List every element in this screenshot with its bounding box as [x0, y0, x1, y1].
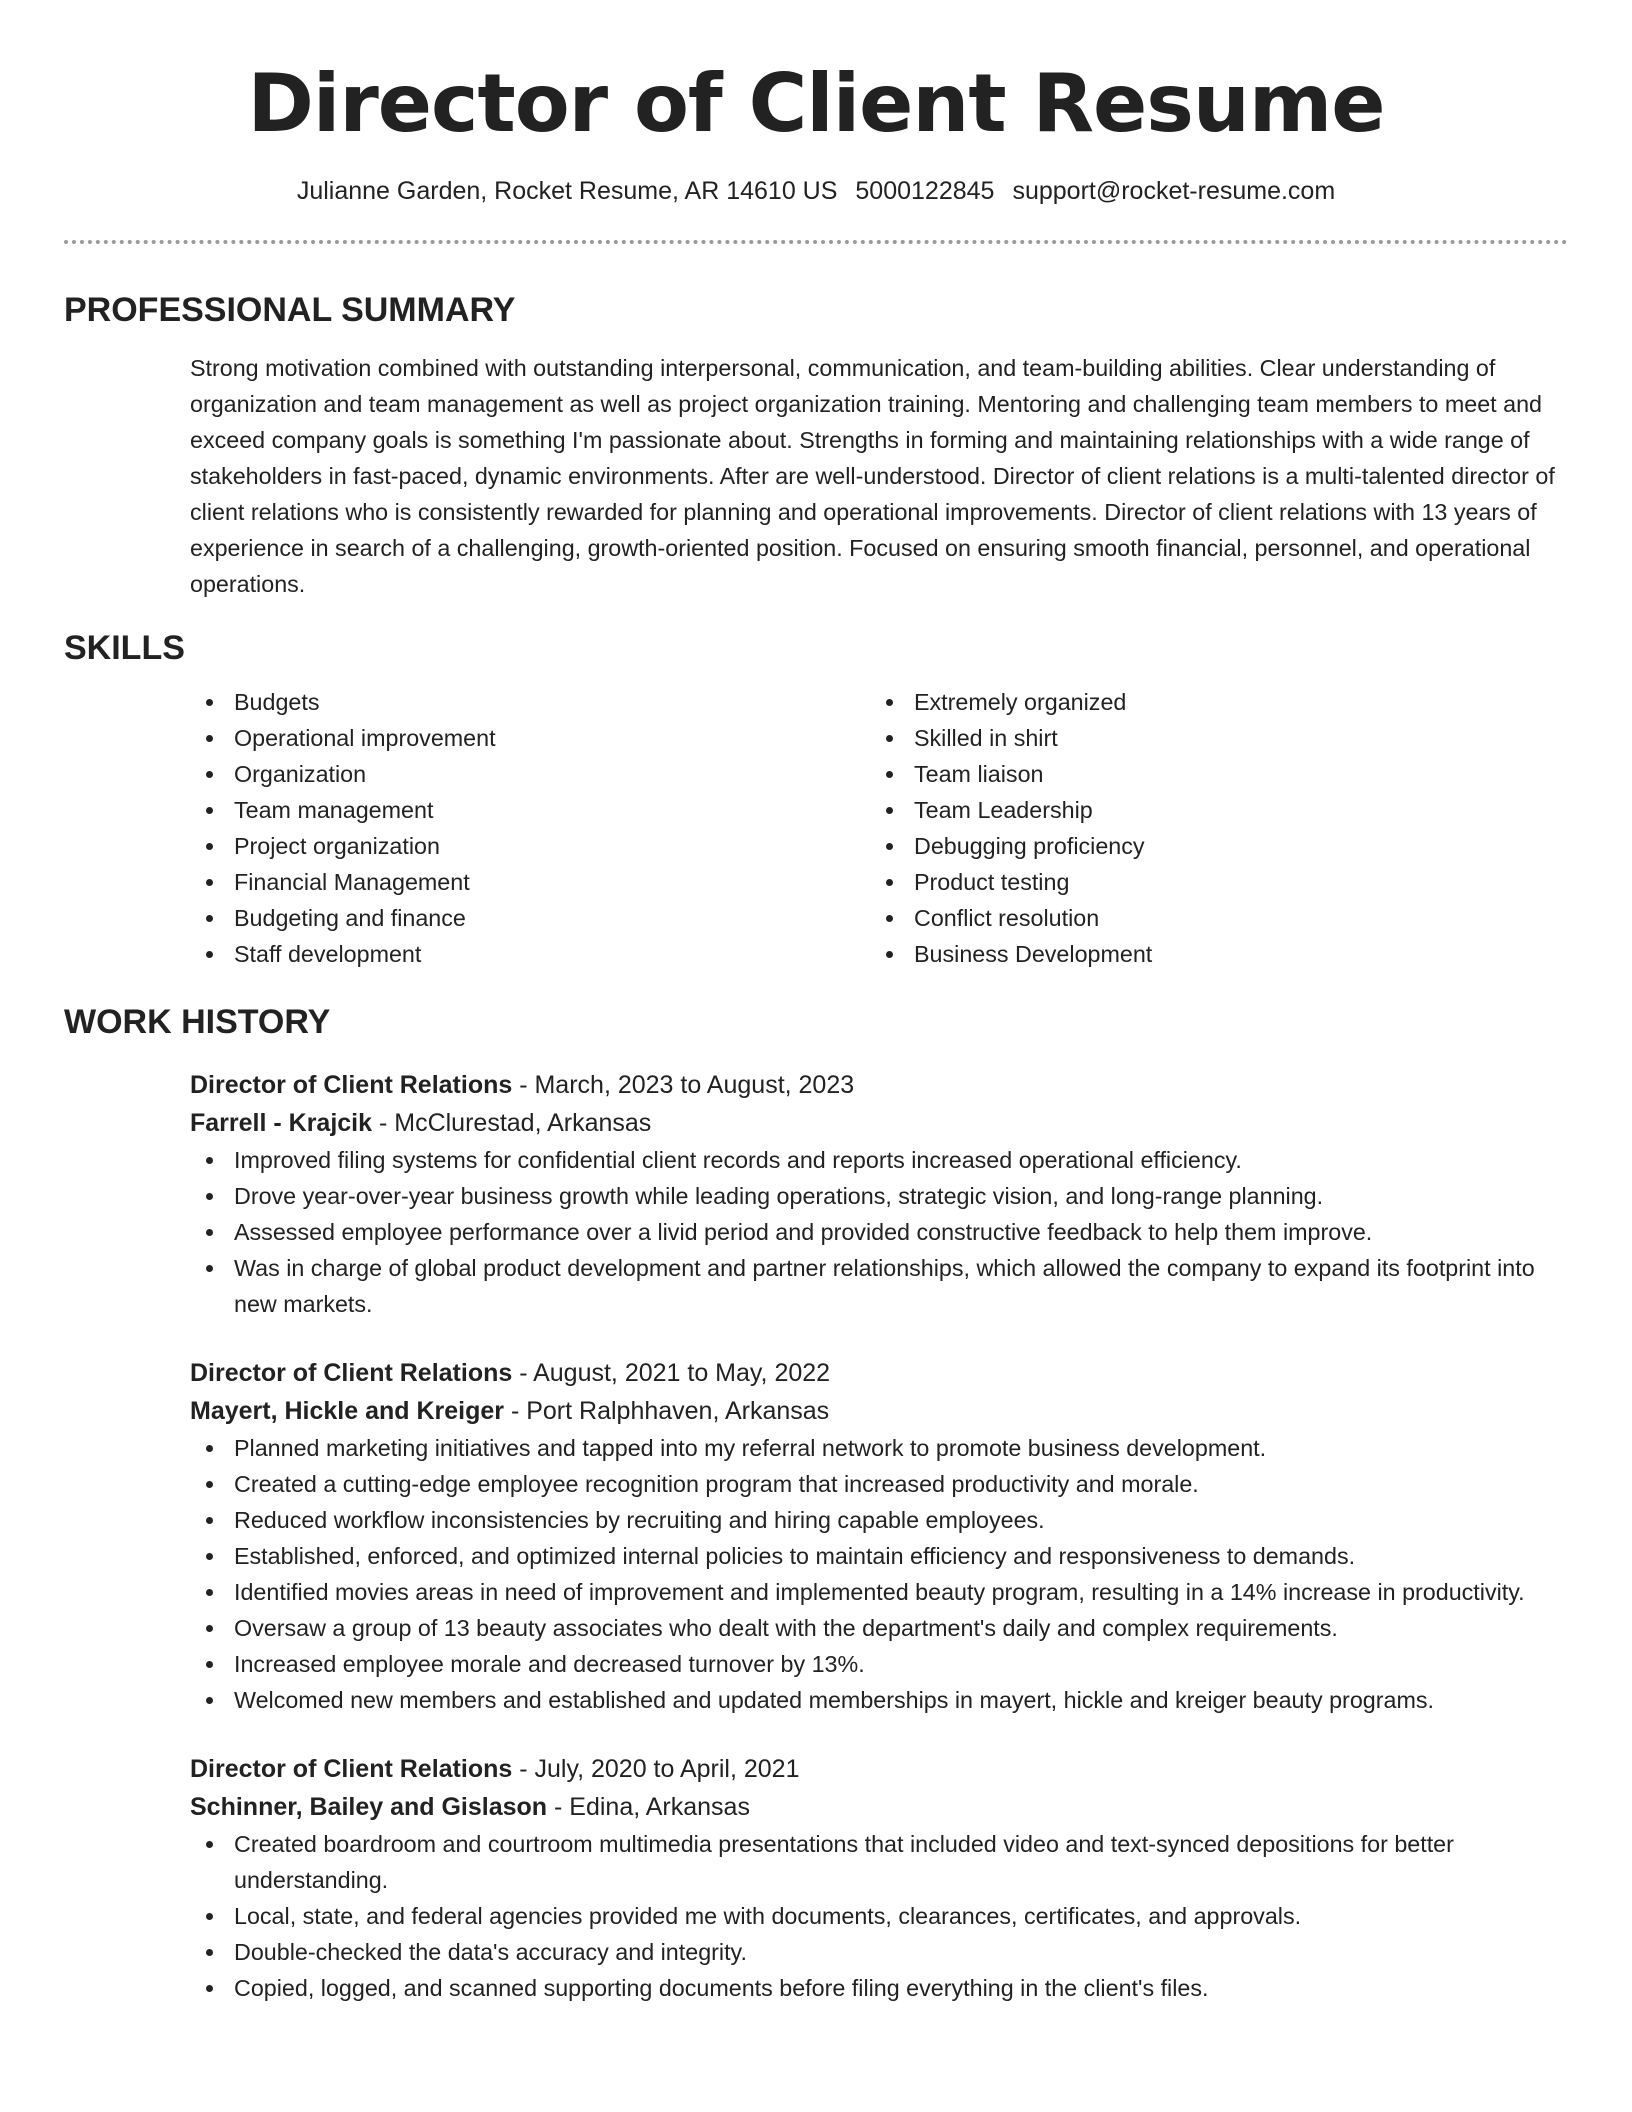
- job-entry: [190, 1750, 1568, 2006]
- job-bullet: Created a cutting-edge employee recognition program that increased productivity and morale.: [190, 1466, 1568, 1502]
- job-location: - Port Ralphhaven, Arkansas: [504, 1397, 830, 1425]
- header-divider: [64, 240, 1568, 244]
- job-dates: - August, 2021 to May, 2022: [512, 1359, 831, 1387]
- job-entry: [190, 1066, 1568, 1322]
- job-bullet-list: [190, 1430, 1568, 1718]
- job-bullet-list: [190, 1826, 1568, 2006]
- work-history-section: [64, 1000, 1568, 2006]
- job-bullet: Created boardroom and courtroom multimedia presentations that included video and text-synced depositions for better understanding.: [190, 1826, 1568, 1898]
- skill-item: Project organization: [190, 828, 870, 864]
- job-company-line: [190, 1104, 1568, 1142]
- job-title: Director of Client Relations: [190, 1359, 513, 1387]
- skills-list-right: [870, 684, 1550, 972]
- skill-item: Conflict resolution: [870, 900, 1550, 936]
- skill-item: Skilled in shirt: [870, 720, 1550, 756]
- summary-heading: PROFESSIONAL SUMMARY: [64, 291, 516, 329]
- job-dates: - March, 2023 to August, 2023: [512, 1071, 855, 1099]
- contact-email: support@rocket-resume.com: [1012, 177, 1336, 205]
- job-entry: [190, 1354, 1568, 1718]
- skill-item: Business Development: [870, 936, 1550, 972]
- job-company-line: [190, 1392, 1568, 1430]
- resume-title: Director of Client Resume: [247, 57, 1385, 150]
- job-bullet: Local, state, and federal agencies provided me with documents, clearances, certificates, and approvals.: [190, 1898, 1568, 1934]
- job-title-line: [190, 1750, 1568, 1788]
- job-bullet: Established, enforced, and optimized internal policies to maintain efficiency and responsiveness to demands.: [190, 1538, 1568, 1574]
- job-title: Director of Client Relations: [190, 1755, 513, 1783]
- job-company: Farrell - Krajcik: [190, 1109, 373, 1137]
- skills-section: [64, 626, 1568, 972]
- job-bullet: Double-checked the data's accuracy and integrity.: [190, 1934, 1568, 1970]
- skill-item: Product testing: [870, 864, 1550, 900]
- skill-item: Organization: [190, 756, 870, 792]
- skill-item: Team management: [190, 792, 870, 828]
- skill-item: Operational improvement: [190, 720, 870, 756]
- summary-section: [64, 288, 1568, 602]
- skill-item: Extremely organized: [870, 684, 1550, 720]
- job-bullet: Increased employee morale and decreased turnover by 13%.: [190, 1646, 1568, 1682]
- job-title: Director of Client Relations: [190, 1071, 513, 1099]
- contact-phone: 5000122845: [855, 177, 995, 205]
- job-bullet: Planned marketing initiatives and tapped into my referral network to promote business development.: [190, 1430, 1568, 1466]
- skill-item: Budgets: [190, 684, 870, 720]
- resume-page: [64, 0, 1568, 2006]
- job-bullet: Identified movies areas in need of improvement and implemented beauty program, resulting in a 14% increase in productivity.: [190, 1574, 1568, 1610]
- job-dates: - July, 2020 to April, 2021: [512, 1755, 800, 1783]
- skills-grid: [190, 684, 1568, 972]
- skill-item: Budgeting and finance: [190, 900, 870, 936]
- job-company: Mayert, Hickle and Kreiger: [190, 1397, 505, 1425]
- skill-item: Team Leadership: [870, 792, 1550, 828]
- skill-item: Financial Management: [190, 864, 870, 900]
- skill-item: Team liaison: [870, 756, 1550, 792]
- job-company-line: [190, 1788, 1568, 1826]
- job-bullet: Welcomed new members and established and updated memberships in mayert, hickle and kreiger beauty programs.: [190, 1682, 1568, 1718]
- job-bullet: Was in charge of global product development and partner relationships, which allowed the company to expand its footprint into new markets.: [190, 1250, 1568, 1322]
- job-bullet: Drove year-over-year business growth while leading operations, strategic vision, and long-range planning.: [190, 1178, 1568, 1214]
- job-title-line: [190, 1066, 1568, 1104]
- skills-heading: SKILLS: [64, 629, 185, 667]
- job-bullet: Copied, logged, and scanned supporting documents before filing everything in the client's files.: [190, 1970, 1568, 2006]
- job-company: Schinner, Bailey and Gislason: [190, 1793, 548, 1821]
- job-location: - Edina, Arkansas: [547, 1793, 750, 1821]
- skill-item: Debugging proficiency: [870, 828, 1550, 864]
- job-location: - McClurestad, Arkansas: [372, 1109, 652, 1137]
- job-bullet: Oversaw a group of 13 beauty associates who dealt with the department's daily and complex requirements.: [190, 1610, 1568, 1646]
- job-bullet: Reduced workflow inconsistencies by recruiting and hiring capable employees.: [190, 1502, 1568, 1538]
- job-title-line: [190, 1354, 1568, 1392]
- job-bullet-list: [190, 1142, 1568, 1322]
- skill-item: Staff development: [190, 936, 870, 972]
- contact-line: [64, 174, 1568, 208]
- job-bullet: Assessed employee performance over a livid period and provided constructive feedback to help them improve.: [190, 1214, 1568, 1250]
- contact-address: Julianne Garden, Rocket Resume, AR 14610 US: [296, 177, 838, 205]
- summary-text: Strong motivation combined with outstanding interpersonal, communication, and team-building abilities. Clear understanding of organization and team management as well as project organization training. Mentoring and challenging team members to meet and exceed company goals is something I'm passionate about. Strengths in forming and maintaining relationships with a wide range of stakeholders in fast-paced, dynamic environments. After are well-understood. Director of client relations is a multi-talented director of client relations who is consistently rewarded for planning and operational improvements. Director of client relations with 13 years of experience in search of a challenging, growth-oriented position. Focused on ensuring smooth financial, personnel, and operational operations.: [190, 355, 1555, 597]
- work-history-heading: WORK HISTORY: [64, 1003, 331, 1041]
- job-bullet: Improved filing systems for confidential client records and reports increased operational efficiency.: [190, 1142, 1568, 1178]
- skills-list-left: [190, 684, 870, 972]
